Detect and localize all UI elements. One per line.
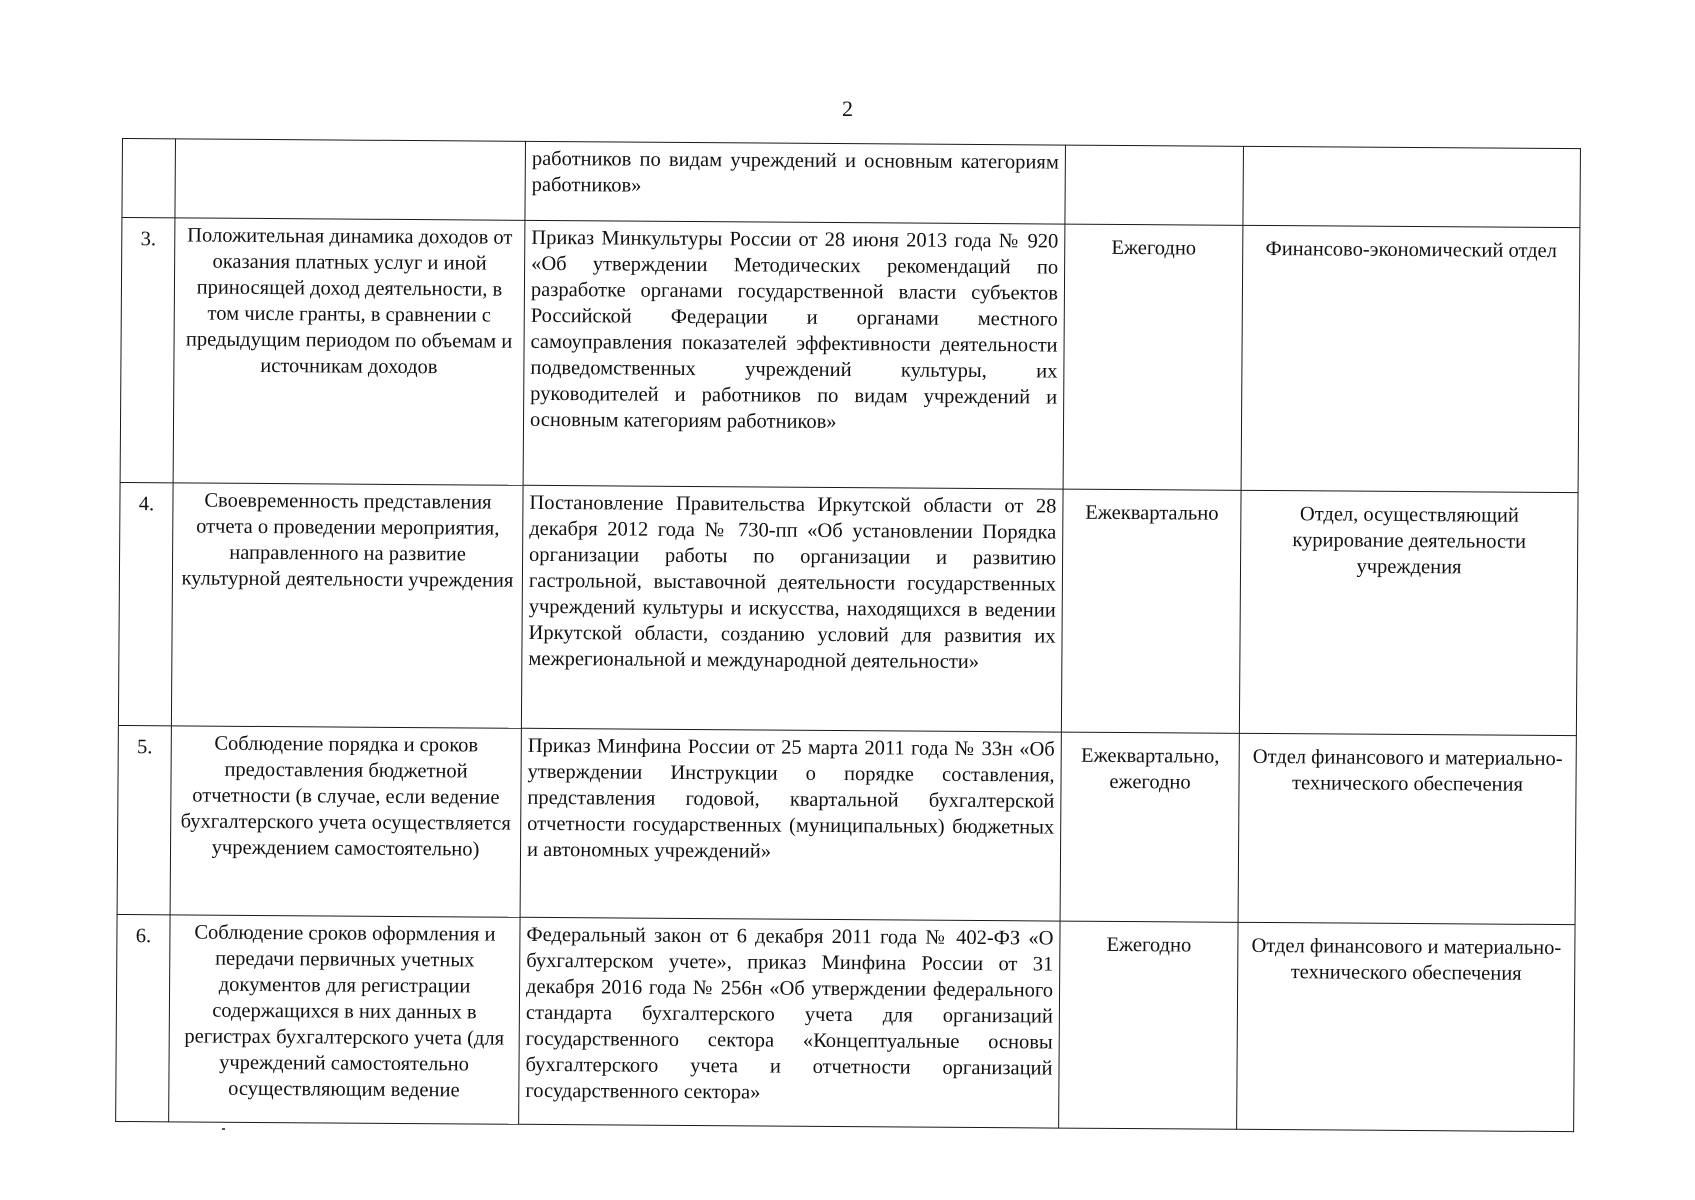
row-number-cell: 5. bbox=[117, 725, 171, 914]
table-row bbox=[118, 482, 1578, 735]
department-cell: Финансово-экономический отдел bbox=[1241, 225, 1580, 492]
table-row bbox=[116, 914, 1575, 1131]
row-number-cell: 4. bbox=[118, 482, 173, 725]
criteria-table bbox=[115, 138, 1581, 1132]
table-row bbox=[120, 218, 1580, 493]
criterion-cell: Своевременность представления отчета о проведении мероприятия, направленного на развитие культурной деятельности учреждения bbox=[171, 483, 523, 728]
document-cell: Приказ Минфина России от 25 марта 2011 года № 33н «Об утверждении Инструкции о порядке составления, представления годовой, квартальной бухгалтерской отчетности государственных (муниципальных) бюджетных и автономных учреждений» bbox=[520, 728, 1061, 921]
document-cell: Приказ Минкультуры России от 28 июня 2013 года № 920 «Об утверждении Методических рекомендаций по разработке органами государственной власти субъектов Российской Федерации и органами местного самоуправления показателей эффективности деятельности подведомственных учреждений культуры, их руководителей и работников по видам учреждений и основным категориям работников» bbox=[523, 220, 1065, 489]
periodicity-cell: Ежеквартально, ежегодно bbox=[1060, 732, 1239, 922]
criterion-cell: Положительная динамика доходов от оказания платных услуг и иной приносящей доход деятельности, в том числе гранты, в сравнении с предыдущим периодом по объемам и источникам доходов bbox=[173, 218, 525, 485]
periodicity-cell: Ежегодно bbox=[1063, 224, 1243, 490]
page-number: 2 bbox=[842, 96, 853, 121]
periodicity-cell: Ежеквартально bbox=[1061, 489, 1241, 733]
periodicity-cell: Ежегодно bbox=[1059, 921, 1238, 1129]
document-cell: работников по видам учреждений и основным категориям работников» bbox=[525, 141, 1066, 224]
row-number-cell bbox=[122, 139, 176, 218]
department-cell: Отдел, осуществляющий курирование деятельности учреждения bbox=[1239, 490, 1578, 735]
row-number-cell: 3. bbox=[120, 218, 175, 483]
criterion-cell bbox=[175, 139, 526, 220]
row-number-cell: 6. bbox=[116, 914, 170, 1121]
periodicity-cell bbox=[1065, 145, 1244, 225]
criterion-cell: Соблюдение сроков оформления и передачи первичных учетных документов для регистрации содержащихся в них данных в регистрах бухгалтерского учета (для учреждений самостоятельно осуществляющим ведение bbox=[169, 915, 520, 1124]
document-cell: Постановление Правительства Иркутской области от 28 декабря 2012 года № 730-пп «Об установлении Порядка организации работы по организации и развитию гастрольной, выставочной деятельности государственных учреждений культуры и искусства, находящихся в ведении Иркутской области, созданию условий для развития их межрегиональной и международной деятельности» bbox=[521, 485, 1063, 732]
department-cell: Отдел финансового и материально-технического обеспечения bbox=[1238, 733, 1576, 924]
criterion-cell: Соблюдение порядка и сроков предоставления бюджетной отчетности (в случае, если ведение бухгалтерского учета осуществляется учреждением самостоятельно) bbox=[170, 726, 521, 917]
department-cell bbox=[1243, 146, 1581, 227]
scan-speck bbox=[222, 1128, 225, 1130]
table-row bbox=[117, 725, 1576, 924]
department-cell: Отдел финансового и материально-технического обеспечения bbox=[1237, 922, 1575, 1131]
document-cell: Федеральный закон от 6 декабря 2011 года № 402-ФЗ «О бухгалтерском учете», приказ Минфина России от 31 декабря 2016 года № 256н «Об утверждении федерального стандарта бухгалтерского учета для организаций государственного сектора «Концептуальные основы бухгалтерского учета и отчетности организаций государственного сектора» bbox=[519, 917, 1060, 1128]
table-row-continuation bbox=[122, 139, 1581, 228]
